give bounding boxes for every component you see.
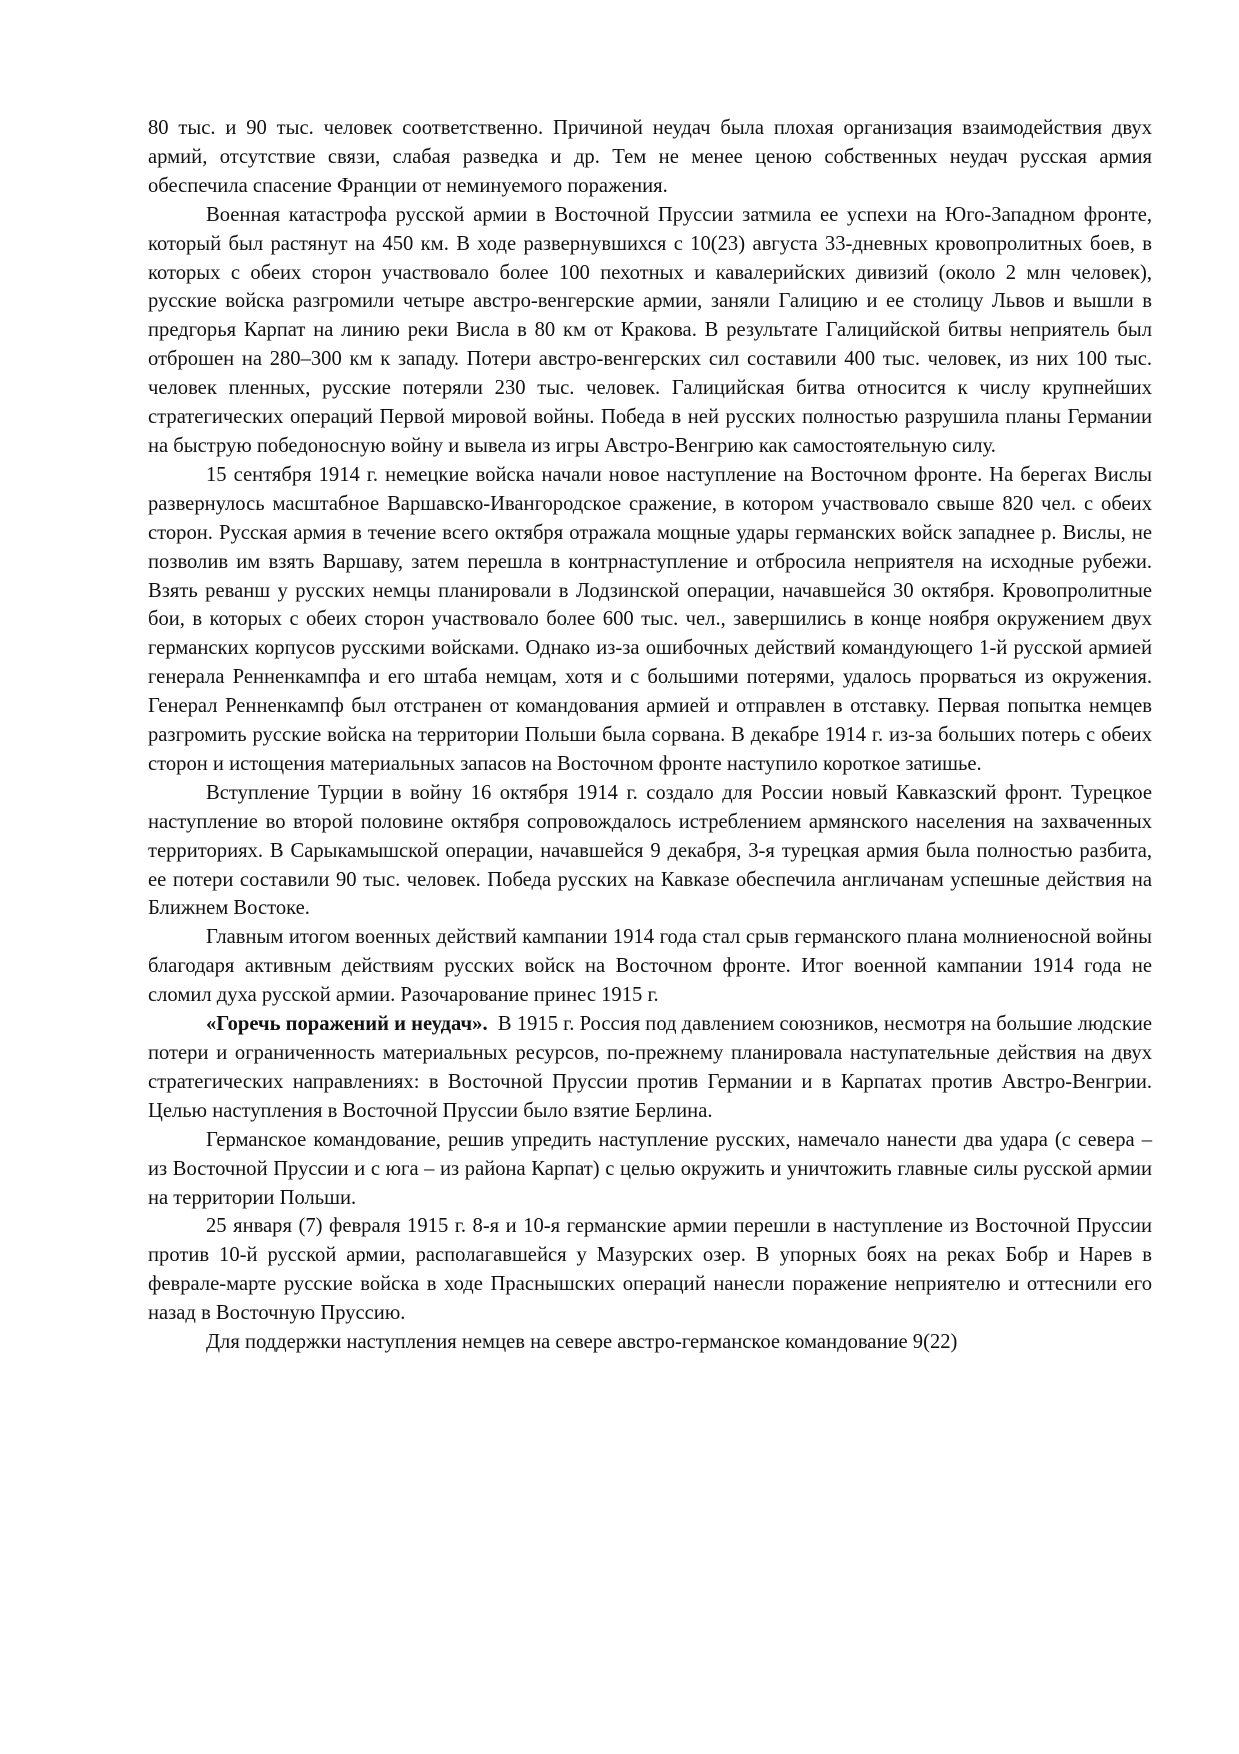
- paragraph-text: 25 января (7) февраля 1915 г. 8-я и 10-я германские армии перешли в наступление из Восточной Пруссии против 10-й русской армии, располагавшейся у Мазурских озер. В упорных боях на реках Бобр и Нарев в феврале-марте русские войска в ходе Праснышских операций нанесли поражение неприятелю и оттеснили его назад в Восточную Пруссию.: [148, 1215, 1152, 1325]
- paragraph-text: Вступление Турции в войну 16 октября 1914 г. создало для России новый Кавказский фронт. Турецкое наступление во второй половине октября сопровождалось истреблением армянского населения на захваченных территориях. В Сарыкамышской операции, начавшейся 9 декабря, 3-я турецкая армия была полностью разбита, ее потери составили 90 тыс. человек. Победа русских на Кавказе обеспечила англичанам успешные действия на Ближнем Востоке.: [148, 781, 1152, 920]
- section-heading: «Горечь поражений и неудач».: [206, 1013, 488, 1036]
- paragraph-9: [148, 1328, 1152, 1357]
- paragraph-1: [148, 114, 1152, 201]
- document-page: [148, 114, 1158, 1357]
- paragraph-4: [148, 779, 1152, 924]
- paragraph-text: Военная катастрофа русской армии в Восточной Пруссии затмила ее успехи на Юго-Западном фронте, который был растянут на 450 км. В ходе развернувшихся с 10(23) августа 33-дневных кровопролитных боев, в которых с обеих сторон участвовало более 100 пехотных и кавалерийских дивизий (около 2 млн человек), русские войска разгромили четыре австро-венгерские армии, заняли Галицию и ее столицу Львов и вышли в предгорья Карпат на линию реки Висла в 80 км от Кракова. В результате Галицийской битвы неприятель был отброшен на 280–300 км к западу. Потери австро-венгерских сил составили 400 тыс. человек, из них 100 тыс. человек пленных, русские потеряли 230 тыс. человек. Галицийская битва относится к числу крупнейших стратегических операций Первой мировой войны. Победа в ней русских полностью разрушила планы Германии на быструю победоносную войну и вывела из игры Австро-Венгрию как самостоятельную силу.: [148, 203, 1152, 457]
- paragraph-2: [148, 201, 1152, 461]
- paragraph-text: В 1915 г. Россия под давлением союзников, несмотря на большие людские потери и ограниченность материальных ресурсов, по-прежнему планировала наступательные действия на двух стратегических направлениях: в Восточной Пруссии против Германии и в Карпатах против Австро-Венгрии. Целью наступления в Восточной Пруссии было взятие Берлина.: [148, 1013, 1158, 1122]
- paragraph-text: Главным итогом военных действий кампании 1914 года стал срыв германского плана молниеносной войны благодаря активным действиям русских войск на Восточном фронте. Итог военной кампании 1914 года не сломил духа русской армии. Разочарование принес 1915 г.: [148, 926, 1152, 1007]
- paragraph-3: [148, 461, 1152, 779]
- paragraph-text: Германское командование, решив упредить наступление русских, намечало нанести два удара (с севера – из Восточной Пруссии и с юга – из района Карпат) с целью окружить и уничтожить главные силы русской армии на территории Польши.: [148, 1128, 1152, 1209]
- paragraph-text: 15 сентября 1914 г. немецкие войска начали новое наступление на Восточном фронте. На берегах Вислы развернулось масштабное Варшавско-Ивангородское сражение, в котором участвовало свыше 820 чел. с обеих сторон. Русская армия в течение всего октября отражала мощные удары германских войск западнее р. Вислы, не позволив им взять Варшаву, затем перешла в контрнаступление и отбросила неприятеля на исходные рубежи. Взять реванш у русских немцы планировали в Лодзинской операции, начавшейся 30 октября. Кровопролитные бои, в которых с обеих сторон участвовало более 600 тыс. чел., завершились в конце ноября окружением двух германских корпусов русскими войсками. Однако из-за ошибочных действий командующего 1-й русской армией генерала Ренненкампфа и его штаба немцам, хотя и с большими потерями, удалось прорваться из окружения. Генерал Ренненкампф был отстранен от командования армией и отправлен в отставку. Первая попытка немцев разгромить русские войска на территории Польши была сорвана. В декабре 1914 г. из-за больших потерь с обеих сторон и истощения материальных запасов на Восточном фронте наступило короткое затишье.: [148, 463, 1152, 775]
- paragraph-text: 80 тыс. и 90 тыс. человек соответственно. Причиной неудач была плохая организация взаимодействия двух армий, отсутствие связи, слабая разведка и др. Тем не менее ценою собственных неудач русская армия обеспечила спасение Франции от неминуемого поражения.: [148, 117, 1152, 197]
- paragraph-text: Для поддержки наступления немцев на севере австро-германское командование 9(22): [206, 1331, 958, 1354]
- paragraph-7: [148, 1126, 1152, 1213]
- paragraph-8: [148, 1212, 1152, 1328]
- paragraph-5: [148, 923, 1152, 1010]
- paragraph-6: [148, 1010, 1158, 1126]
